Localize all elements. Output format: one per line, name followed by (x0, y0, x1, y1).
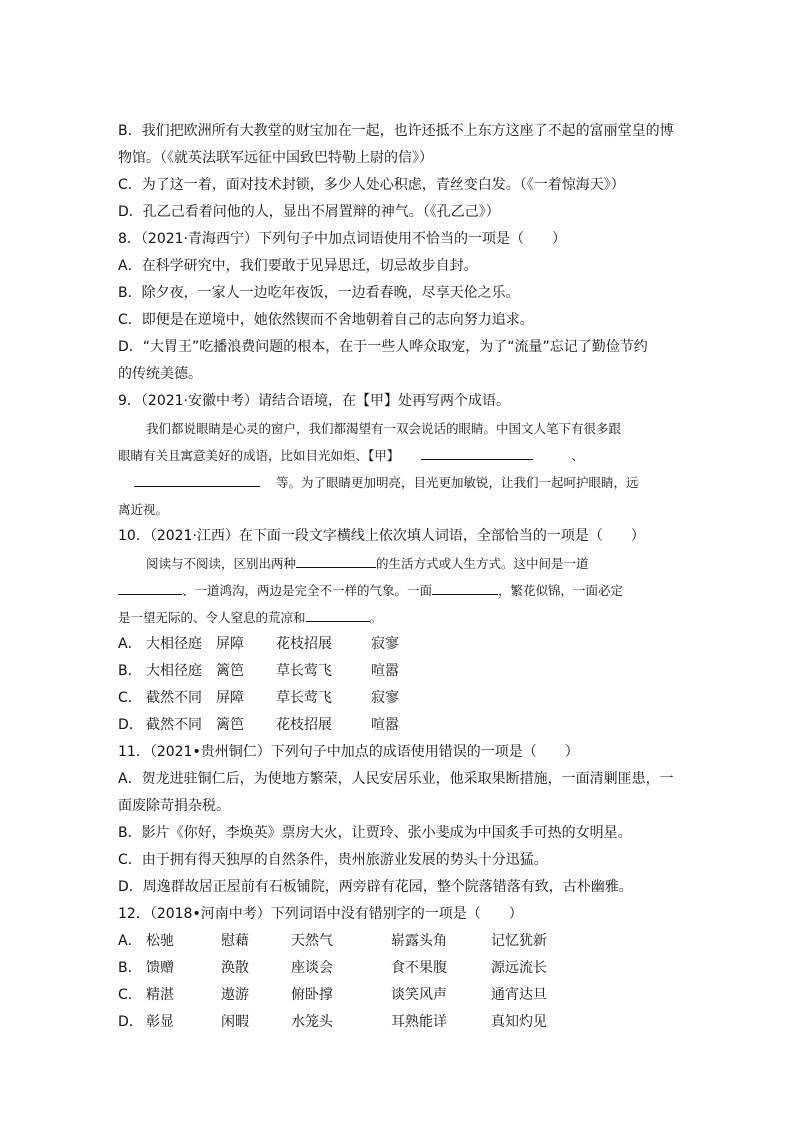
q10-passage-text: ，繁花似锦，一面必定 (498, 583, 624, 598)
option-word: 喧嚣 (371, 663, 399, 679)
option-word: 谈笑风声 (391, 987, 447, 1003)
option-label: A． (118, 933, 142, 949)
option-word: 松驰 (146, 933, 174, 949)
option-word: 真知灼见 (491, 1014, 547, 1030)
option-word: 闲暇 (221, 1014, 249, 1030)
q10-passage-text: 阅读与不阅读，区别出两种 (146, 556, 297, 571)
q9-passage-line3 (118, 469, 683, 496)
q12-option-b[interactable] (118, 955, 683, 982)
q10-option-d[interactable] (118, 712, 683, 739)
q10-option-b[interactable] (118, 658, 683, 685)
option-label: B． (118, 960, 142, 976)
option-label: C． (118, 987, 142, 1003)
q11-option-b: B．影片《你好，李焕英》票房大火，让贾玲、张小斐成为中国炙手可热的女明星。 (118, 825, 632, 841)
option-label: B． (118, 663, 142, 679)
option-word: 花枝招展 (276, 717, 332, 733)
q10-option-a[interactable] (118, 631, 683, 658)
option-word: 屏障 (216, 636, 244, 652)
option-word: 崭露头角 (391, 933, 447, 949)
q8-option-c: C．即便是在逆境中，她依然锲而不舍地朝着自己的志向努力追求。 (118, 312, 534, 328)
option-word: 俯卧撑 (291, 987, 333, 1003)
q8-option-a: A．在科学研究中，我们要敢于见异思迁，切忌故步自封。 (118, 258, 478, 274)
option-word: 篱笆 (216, 717, 244, 733)
answer-blank-3[interactable] (432, 580, 498, 595)
q11-option-c: C．由于拥有得天独厚的自然条件，贵州旅游业发展的势头十分迅猛。 (118, 852, 548, 868)
q11-option-d: D．周逸群故居正屋前有石板铺院，两旁辟有花园，整个院落错落有致，古朴幽雅。 (118, 879, 633, 895)
q10-passage-line3 (118, 604, 683, 631)
option-word: 草长莺飞 (276, 663, 332, 679)
option-word: 慰藉 (221, 933, 249, 949)
q10-passage-text: 的生活方式或人生方式。这中间是一道 (376, 556, 589, 571)
option-word: 寂寥 (371, 690, 399, 706)
answer-blank-4[interactable] (306, 607, 370, 622)
option-label: C． (118, 690, 142, 706)
option-word: 通宵达旦 (491, 987, 547, 1003)
q10-option-c[interactable] (118, 685, 683, 712)
option-label: A． (118, 636, 142, 652)
option-word: 截然不同 (146, 690, 202, 706)
q9-stem: 9．（2021·安徽中考）请结合语境，在【甲】处再写两个成语。 (118, 393, 510, 409)
q9-passage-line1: 我们都说眼睛是心灵的窗户，我们都渴望有一双会说话的眼睛。中国文人笔下有很多跟 (146, 421, 622, 436)
q9-passage-line2 (118, 442, 683, 469)
answer-blank-2[interactable] (134, 472, 260, 487)
q8-option-d-line2: 的传统美德。 (118, 366, 202, 382)
q9-separator: 、 (571, 448, 584, 463)
answer-blank-2[interactable] (118, 580, 182, 595)
q10-passage-text: 是一望无际的、令人窒息的荒凉和 (118, 610, 306, 625)
q10-stem: 10．（2021·江西）在下面一段文字横线上依次填人词语，全部恰当的一项是（ ） (118, 528, 645, 544)
option-word: 大相径庭 (146, 636, 202, 652)
option-word: 源远流长 (491, 960, 547, 976)
q7-option-b-line2: 物馆。（《就英法联军远征中国致巴特勒上尉的信》） (118, 150, 433, 166)
option-word: 馈赠 (146, 960, 174, 976)
q11-option-a-line1: A．贺龙进驻铜仁后，为使地方繁荣，人民安居乐业，他采取果断措施，一面清剿匪患，一 (118, 771, 674, 787)
q7-option-d: D．孔乙己看着问他的人，显出不屑置辩的神气。（《孔乙己》） (118, 204, 500, 220)
option-word: 篱笆 (216, 663, 244, 679)
q9-passage-text: 等。为了眼睛更加明亮，目光更加敏锐，让我们一起呵护眼睛，远 (275, 475, 639, 490)
option-word: 寂寥 (371, 636, 399, 652)
option-word: 涣散 (221, 960, 249, 976)
option-word: 精湛 (146, 987, 174, 1003)
option-label: D． (118, 1014, 143, 1030)
option-word: 食不果腹 (391, 960, 447, 976)
option-word: 喧嚣 (371, 717, 399, 733)
option-word: 座谈会 (291, 960, 333, 976)
q10-passage-text: 。 (369, 610, 383, 625)
q10-passage-line2 (118, 577, 683, 604)
q8-option-b: B．除夕夜，一家人一边吃年夜饭，一边看春晚，尽享天伦之乐。 (118, 285, 520, 301)
option-label: D． (118, 717, 143, 733)
q7-option-c: C．为了这一着，面对技术封锁，多少人处心积虑，青丝变白发。（《一着惊海天》） (118, 177, 625, 193)
q12-option-c[interactable] (118, 982, 683, 1009)
option-word: 天然气 (291, 933, 333, 949)
q12-option-d[interactable] (118, 1009, 683, 1036)
answer-blank-1[interactable] (421, 445, 533, 460)
q11-stem: 11．（2021•贵州铜仁）下列句子中加点的成语使用错误的一项是（ ） (118, 744, 579, 760)
q10-passage-line1 (118, 550, 683, 577)
q9-passage-text: 眼睛有关且寓意美好的成语，比如目光如炬、【甲】 (118, 448, 400, 463)
q8-stem: 8．（2021·青海西宁）下列句子中加点词语使用不恰当的一项是（ ） (118, 231, 566, 247)
option-word: 耳熟能详 (391, 1014, 447, 1030)
option-word: 截然不同 (146, 717, 202, 733)
q7-option-b-line1: B．我们把欧洲所有大教堂的财宝加在一起，也许还抵不上东方这座了不起的富丽堂皇的博 (118, 123, 674, 139)
option-word: 彰显 (146, 1014, 174, 1030)
option-word: 大相径庭 (146, 663, 202, 679)
q11-option-a-line2: 面废除苛捐杂税。 (118, 798, 230, 814)
option-word: 屏障 (216, 690, 244, 706)
q12-stem: 12．（2018•河南中考）下列词语中没有错别字的一项是（ ） (118, 906, 523, 922)
q10-passage-text: 、一道鸿沟，两边是完全不一样的气象。一面 (182, 583, 433, 598)
q9-passage-line4: 离近视。 (118, 502, 169, 517)
q12-option-a[interactable] (118, 928, 683, 955)
q8-option-d-line1: D．“大胃王”吃播浪费问题的根本，在于一些人哗众取宠，为了“流量”忘记了勤俭节约 (118, 339, 648, 355)
option-word: 花枝招展 (276, 636, 332, 652)
option-word: 遨游 (221, 987, 249, 1003)
option-word: 记忆犹新 (491, 933, 547, 949)
question-content (118, 118, 683, 1036)
answer-blank-1[interactable] (296, 553, 376, 568)
option-word: 水笼头 (291, 1014, 333, 1030)
option-word: 草长莺飞 (276, 690, 332, 706)
